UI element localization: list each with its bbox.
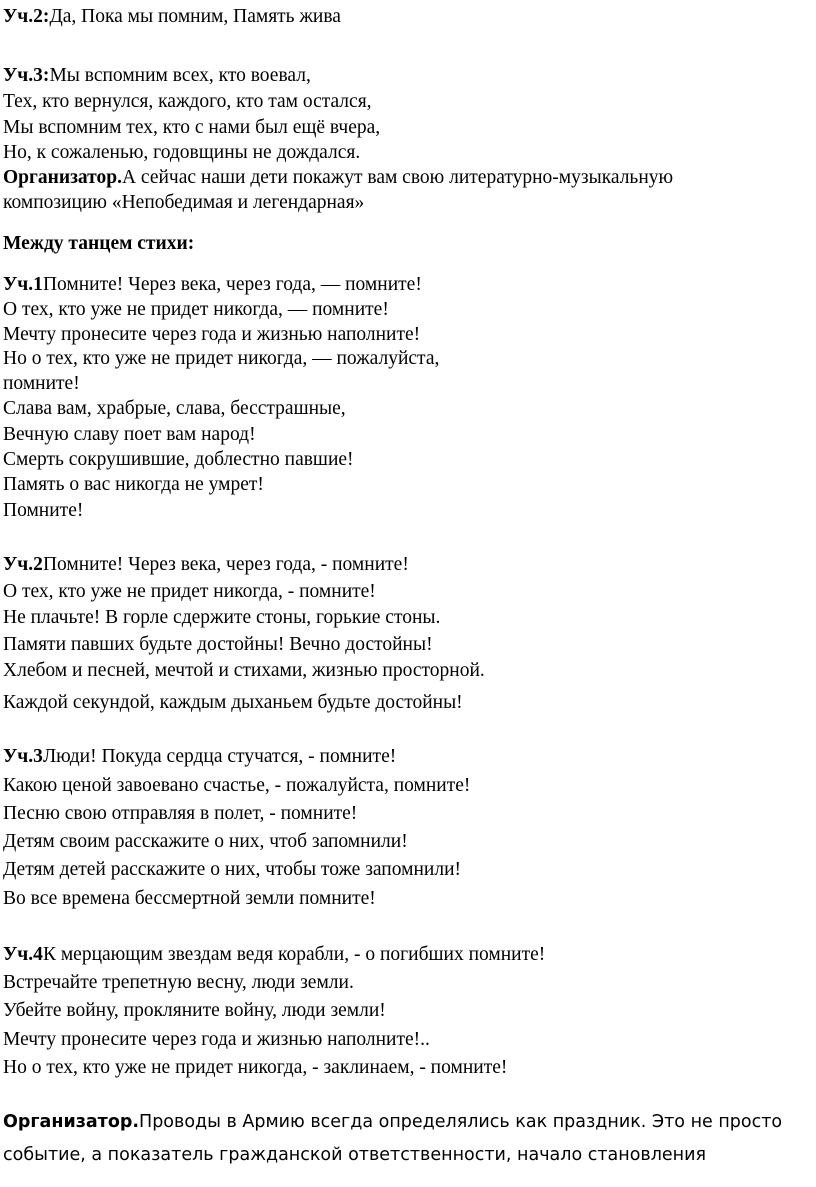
text-line: Память о вас никогда не умрет!	[3, 474, 264, 495]
text-line: Не плачьте! В горле сдержите стоны, горькие стоны.	[3, 607, 441, 628]
text-line: событие, а показатель гражданской ответственности, начало становления	[3, 1145, 707, 1165]
text-line: Тех, кто вернулся, каждого, кто там остался,	[3, 91, 372, 112]
text-line: Уч.4К мерцающим звездам ведя корабли, - о погибших помните!	[3, 944, 546, 965]
text-line: Мечту пронесите через года и жизнью наполните!..	[3, 1029, 430, 1050]
text-line: помните!	[3, 373, 80, 394]
speaker-label: Уч.1	[3, 274, 43, 295]
section-heading: Между танцем стихи:	[3, 233, 195, 254]
speaker-label: Уч.2	[3, 554, 43, 575]
text-line: Какою ценой завоевано счастье, - пожалуйста, помните!	[3, 775, 471, 796]
text-line: Но о тех, кто уже не придет никогда, — пожалуйста,	[3, 348, 440, 369]
text-line: Во все времена бессмертной земли помните!	[3, 888, 376, 909]
text-line: Организатор.А сейчас наши дети покажут вам свою литературно-музыкальную	[3, 167, 674, 188]
text-line: Памяти павших будьте достойны! Вечно достойны!	[3, 634, 433, 655]
text-line: композицию «Непобедимая и легендарная»	[3, 192, 365, 213]
text-line: Встречайте трепетную весну, люди земли.	[3, 972, 354, 993]
text-line: Песню свою отправляя в полет, - помните!	[3, 803, 358, 824]
text-line: Организатор.Проводы в Армию всегда определялись как праздник. Это не просто	[3, 1112, 783, 1132]
text-line: Уч.3Люди! Покуда сердца стучатся, - помните!	[3, 746, 397, 767]
speaker-label: Организатор.	[3, 167, 122, 188]
text-line: Но, к сожаленью, годовщины не дождался.	[3, 142, 361, 163]
text-line: Хлебом и песней, мечтой и стихами, жизнью просторной.	[3, 660, 485, 681]
text-line: Вечную славу поет вам народ!	[3, 424, 256, 445]
text-line: Детям детей расскажите о них, чтобы тоже запомнили!	[3, 859, 461, 880]
text-line: Уч.1Помните! Через века, через года, — помните!	[3, 274, 422, 295]
text-line: Слава вам, храбрые, слава, бесстрашные,	[3, 398, 346, 419]
text-line: Уч.2Помните! Через века, через года, - помните!	[3, 554, 409, 575]
text-line: Уч.3:Мы вспомним всех, кто воевал,	[3, 65, 311, 86]
text-line: Мечту пронесите через года и жизнью наполните!	[3, 324, 421, 345]
text-line: Помните!	[3, 500, 84, 521]
text-line: Уч.2:Да, Пока мы помним, Память жива	[3, 6, 341, 27]
text-line: О тех, кто уже не придет никогда, — помните!	[3, 299, 389, 320]
speaker-label: Уч.3	[3, 746, 43, 767]
text-line: О тех, кто уже не придет никогда, - помните!	[3, 581, 376, 602]
text-line: Смерть сокрушившие, доблестно павшие!	[3, 449, 354, 470]
text-line: Каждой секундой, каждым дыханьем будьте достойны!	[3, 692, 463, 713]
text-line: Но о тех, кто уже не придет никогда, - заклинаем, - помните!	[3, 1057, 508, 1078]
speaker-label: Уч.4	[3, 944, 43, 965]
speaker-label: Организатор.	[3, 1112, 140, 1132]
speaker-label: Уч.2:	[3, 6, 50, 27]
speaker-label: Уч.3:	[3, 65, 50, 86]
text-line: Детям своим расскажите о них, чтоб запомнили!	[3, 831, 408, 852]
text-line: Убейте войну, прокляните войну, люди земли!	[3, 1000, 386, 1021]
text-line: Мы вспомним тех, кто с нами был ещё вчера,	[3, 117, 381, 138]
